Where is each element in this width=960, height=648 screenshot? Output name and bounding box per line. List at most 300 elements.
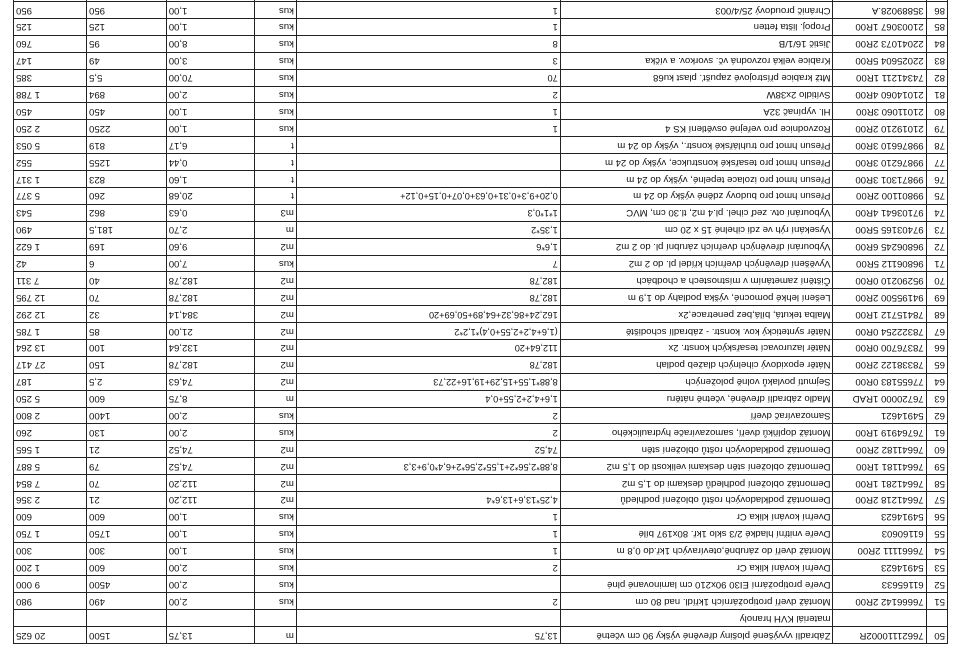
quantity: 1,00 (166, 120, 255, 137)
row-number: 80 (926, 103, 947, 120)
table-row (14, 35, 948, 52)
unit: m2 (255, 306, 297, 323)
row-number: 84 (926, 35, 947, 52)
quantity: 1,60 (166, 171, 255, 188)
unit-price: 600 (87, 390, 167, 407)
item-code: 76621110002R (833, 627, 926, 644)
item-description: Lešení lehké pomocné, výška podlahy do 1,9 m (560, 289, 833, 306)
row-number: 65 (926, 356, 947, 373)
item-description: Madlo zábradlí dřevěné, včetně nátěru (560, 390, 833, 407)
table-row (14, 306, 948, 323)
total-price: 1 750 (14, 525, 87, 542)
item-code: 35889028.A (833, 2, 926, 19)
quantity-calculation: 13,75 (296, 627, 560, 644)
item-code: 99876210 3R00 (833, 154, 926, 171)
unit: kus (255, 525, 297, 542)
unit-price (87, 0, 167, 2)
item-description: Přesun hmot pro truhlářské konstr., výšky do 24 m (560, 137, 833, 154)
row-number: 64 (926, 373, 947, 390)
unit (255, 0, 297, 2)
table-row (14, 103, 948, 120)
row-number: 75 (926, 187, 947, 204)
item-description: Samozavírač dveří (560, 407, 833, 424)
item-code: 61165633 (833, 576, 926, 593)
quantity: 182,78 (166, 356, 255, 373)
quantity: 112,20 (166, 491, 255, 508)
unit-price: 490 (87, 593, 167, 610)
total-price: 20 625 (14, 627, 87, 644)
table-row (14, 19, 948, 36)
quantity-calculation: 1*1*0,3 (296, 204, 560, 221)
quantity: 13,75 (166, 627, 255, 644)
total-price: 5 053 (14, 137, 87, 154)
item-description: Malba tekutá, bílá,bez penetrace,2x (560, 306, 833, 323)
item-description: Dveře protipožární EI30 90x210 cm laminované plné (560, 576, 833, 593)
unit: m (255, 221, 297, 238)
total-price: 552 (14, 154, 87, 171)
unit: kus (255, 19, 297, 36)
quantity-calculation (296, 0, 560, 2)
table-row (14, 255, 948, 272)
quantity-calculation (296, 475, 560, 492)
table-row (14, 593, 948, 610)
quantity-calculation: 70 (296, 69, 560, 86)
unit-price: 181,5 (87, 221, 167, 238)
unit: kus (255, 255, 297, 272)
unit: kus (255, 593, 297, 610)
item-description: Montáž dveří protipožárních 1křídl. nad 80 cm (560, 593, 833, 610)
table-row (14, 373, 948, 390)
table-row (14, 2, 948, 19)
item-description: Vysekání rýh ve zdi cihelné 15 x 20 cm (560, 221, 833, 238)
total-price: 187 (14, 373, 87, 390)
total-price: 7 854 (14, 475, 87, 492)
total-price: 147 (14, 52, 87, 69)
item-code: 22041073 2R00 (833, 35, 926, 52)
unit-price: 49 (87, 52, 167, 69)
quantity: 1,00 (166, 103, 255, 120)
row-number: 68 (926, 306, 947, 323)
item-code: 78415712 1R00 (833, 306, 926, 323)
item-description: Přesun hmot pro izolace tepelné, výšky do 24 m (560, 171, 833, 188)
table-row (14, 424, 948, 441)
item-description: Demontáž obložení stěn deskami velikosti do 1,5 m2 (560, 458, 833, 475)
table-row (14, 542, 948, 559)
row-number: 57 (926, 491, 947, 508)
quantity: 2,00 (166, 424, 255, 441)
total-price: 385 (14, 69, 87, 86)
row-number: 78 (926, 137, 947, 154)
row-number: 77 (926, 154, 947, 171)
quantity: 182,78 (166, 272, 255, 289)
item-code: 78322254 0R00 (833, 323, 926, 340)
quantity: 2,00 (166, 86, 255, 103)
item-description: Rozvodnice pro veřejné osvětlení KS 4 (560, 120, 833, 137)
quantity-calculation: 1,6+4,2+2,55+0,4 (296, 390, 560, 407)
item-code: 22025604 5R00 (833, 52, 926, 69)
unit: m2 (255, 458, 297, 475)
unit-price: 40 (87, 272, 167, 289)
row-number: 86 (926, 2, 947, 19)
item-description: Dveře vnitřní hladké 2/3 sklo 1kř. 80x197 bílé (560, 525, 833, 542)
total-price: 12 292 (14, 306, 87, 323)
total-price: 125 (14, 19, 87, 36)
total-price: 980 (14, 593, 87, 610)
quantity: 3,00 (166, 52, 255, 69)
quantity: 0,63 (166, 204, 255, 221)
item-code: 21003067 1R00 (833, 19, 926, 36)
total-price: 1 317 (14, 171, 87, 188)
unit: kus (255, 542, 297, 559)
item-code: 76661111 2R00 (833, 542, 926, 559)
table-row (14, 238, 948, 255)
quantity-calculation: 2 (296, 407, 560, 424)
total-price: 9 000 (14, 576, 87, 593)
quantity-calculation: 1 (296, 103, 560, 120)
table-row (14, 171, 948, 188)
row-number: 67 (926, 323, 947, 340)
table-row (14, 69, 948, 86)
table-row (14, 508, 948, 525)
item-code: 99871301 3R00 (833, 171, 926, 188)
unit: kus (255, 103, 297, 120)
item-description: Nátěr syntetický kov. konstr. - zábradlí schodiště (560, 323, 833, 340)
total-price: 450 (14, 103, 87, 120)
quantity: 132,64 (166, 339, 255, 356)
quantity: 74,52 (166, 458, 255, 475)
item-code: 54914621 (833, 407, 926, 424)
unit-price: 32 (87, 306, 167, 323)
quantity: 1,00 (166, 2, 255, 19)
unit-price: 1500 (87, 627, 167, 644)
quantity-calculation: 1,6*6 (296, 238, 560, 255)
table-row (14, 458, 948, 475)
row-number: 54 (926, 542, 947, 559)
quantity: 6,17 (166, 137, 255, 154)
item-description: Dveřní kování klika Cr (560, 508, 833, 525)
quantity-calculation: 182,78 (296, 289, 560, 306)
row-number: 81 (926, 86, 947, 103)
item-description: Přesun hmot pro tesařské konstrukce, výšky do 24 m (560, 154, 833, 171)
row-number: 82 (926, 69, 947, 86)
quantity: 1,00 (166, 542, 255, 559)
quantity (166, 610, 255, 627)
table-row (14, 559, 948, 576)
item-code: 76641181 1R00 (833, 458, 926, 475)
item-code: 21019210 2R00 (833, 120, 926, 137)
quantity: 1,00 (166, 19, 255, 36)
item-description: Vyvěšení dřevěných dveřních křídel pl. do 2 m2 (560, 255, 833, 272)
table-row (14, 86, 948, 103)
item-code: 74341211 1R00 (833, 69, 926, 86)
row-number: 72 (926, 238, 947, 255)
row-number: 51 (926, 593, 947, 610)
item-description: Krabice velká rozvodná vč. svorkov. a víčka (560, 52, 833, 69)
total-price: 1 200 (14, 559, 87, 576)
table-row (14, 407, 948, 424)
quantity-calculation (296, 576, 560, 593)
unit-price: 1255 (87, 154, 167, 171)
unit: t (255, 171, 297, 188)
quantity-calculation: 0,20+9,3+0,31+0,63+0,07+0,15+0,12+ (296, 187, 560, 204)
quantity-calculation: 3 (296, 52, 560, 69)
budget-table (13, 0, 948, 644)
table-row (14, 120, 948, 137)
unit-price: 5,5 (87, 69, 167, 86)
unit: m2 (255, 491, 297, 508)
row-number (926, 610, 947, 627)
quantity: 2,70 (166, 221, 255, 238)
total-price: 260 (14, 424, 87, 441)
item-code: 97403165 5R00 (833, 221, 926, 238)
table-row (14, 525, 948, 542)
unit-price: 600 (87, 559, 167, 576)
item-code: 54914623 (833, 508, 926, 525)
unit: kus (255, 120, 297, 137)
quantity-calculation: 1 (296, 2, 560, 19)
quantity-calculation: 162,24+86,32+64,89+50,69+20 (296, 306, 560, 323)
unit-price: 450 (87, 103, 167, 120)
unit-price: 950 (87, 2, 167, 19)
table-row (14, 154, 948, 171)
unit: kus (255, 2, 297, 19)
total-price: 5 250 (14, 390, 87, 407)
item-code: 61160603 (833, 525, 926, 542)
row-number: 69 (926, 289, 947, 306)
unit-price: 169 (87, 238, 167, 255)
item-code: 54914623 (833, 559, 926, 576)
unit-price: 125 (87, 19, 167, 36)
row-number: 56 (926, 508, 947, 525)
table-row (14, 0, 948, 2)
row-number: 62 (926, 407, 947, 424)
row-number: 83 (926, 52, 947, 69)
item-description: Demontáž podkladových roštů obložení stěn (560, 441, 833, 458)
quantity: 74,52 (166, 441, 255, 458)
unit: m (255, 627, 297, 644)
quantity-calculation: 7 (296, 255, 560, 272)
unit-price: 95 (87, 35, 167, 52)
unit-price: 1400 (87, 407, 167, 424)
quantity-calculation: 8,88*1,55+15,29+19,16+22,73 (296, 373, 560, 390)
unit-price: 79 (87, 458, 167, 475)
quantity: 8,75 (166, 390, 255, 407)
unit: t (255, 137, 297, 154)
unit: m2 (255, 339, 297, 356)
quantity-calculation: (1,6+4,2+2,55+0,4)*1,2*2 (296, 323, 560, 340)
row-number: 66 (926, 339, 947, 356)
unit-price: 21 (87, 491, 167, 508)
unit-price: 862 (87, 204, 167, 221)
unit-price: 6 (87, 255, 167, 272)
total-price: 2 800 (14, 407, 87, 424)
item-description: Sejmutí povlaků volně položených (560, 373, 833, 390)
quantity: 1,00 (166, 525, 255, 542)
quantity: 20,68 (166, 187, 255, 204)
item-code: 99801100 2R00 (833, 187, 926, 204)
quantity-calculation: 1,35*2 (296, 221, 560, 238)
quantity-calculation: 2 (296, 424, 560, 441)
quantity-calculation: 74,52 (296, 441, 560, 458)
table-row (14, 187, 948, 204)
item-description: Vybourání dřevěných dveřních zárubní pl. do 2 m2 (560, 238, 833, 255)
row-number: 59 (926, 458, 947, 475)
item-code: 78338122 2R00 (833, 356, 926, 373)
table-row (14, 52, 948, 69)
quantity: 7,00 (166, 255, 255, 272)
quantity: 2,00 (166, 559, 255, 576)
unit-price: 150 (87, 356, 167, 373)
item-code (833, 610, 926, 627)
total-price: 760 (14, 35, 87, 52)
item-code: 97103641 4R00 (833, 204, 926, 221)
unit-price: 600 (87, 508, 167, 525)
quantity: 112,20 (166, 475, 255, 492)
unit: kus (255, 52, 297, 69)
quantity: 2,00 (166, 576, 255, 593)
table-row (14, 576, 948, 593)
quantity: 0,44 (166, 154, 255, 171)
table-row (14, 137, 948, 154)
unit-price: 4500 (87, 576, 167, 593)
row-number: 50 (926, 627, 947, 644)
row-number: 74 (926, 204, 947, 221)
row-number: 58 (926, 475, 947, 492)
row-number: 73 (926, 221, 947, 238)
item-code: 96806245 6R00 (833, 238, 926, 255)
quantity: 21,00 (166, 323, 255, 340)
item-code: 21014060 4R00 (833, 86, 926, 103)
unit: m2 (255, 238, 297, 255)
unit-price: 819 (87, 137, 167, 154)
unit: m2 (255, 323, 297, 340)
table-row (14, 491, 948, 508)
total-price: 27 417 (14, 356, 87, 373)
item-description: Chránič proudový 25/4/003 (560, 2, 833, 19)
item-code: 21011060 3R00 (833, 103, 926, 120)
table-row (14, 289, 948, 306)
item-code: 95290210 0R00 (833, 272, 926, 289)
total-price: 5 887 (14, 458, 87, 475)
table-row (14, 627, 948, 644)
row-number: 71 (926, 255, 947, 272)
item-description: Montáž dveří do zárubně,otevíravých 1kř.do 0,8 m (560, 542, 833, 559)
item-description: Hl. vypínač 32A (560, 103, 833, 120)
total-price: 543 (14, 204, 87, 221)
total-price: 13 264 (14, 339, 87, 356)
quantity-calculation: 2 (296, 593, 560, 610)
total-price: 950 (14, 2, 87, 19)
unit-price: 260 (87, 187, 167, 204)
unit-price: 1750 (87, 525, 167, 542)
item-code: 76641281 1R00 (833, 475, 926, 492)
item-code: 78376700 0R00 (833, 339, 926, 356)
unit-price: 21 (87, 441, 167, 458)
total-price (14, 0, 87, 2)
unit: m2 (255, 373, 297, 390)
item-description: Vybourání otv. zeď cihel. pl.4 m2, tl.30 cm, MVC (560, 204, 833, 221)
unit: kus (255, 407, 297, 424)
table-row (14, 441, 948, 458)
unit: m (255, 390, 297, 407)
unit (255, 610, 297, 627)
unit-price: 300 (87, 542, 167, 559)
table-row (14, 475, 948, 492)
table-row (14, 610, 948, 627)
row-number: 76 (926, 171, 947, 188)
total-price: 2 356 (14, 491, 87, 508)
item-description (560, 0, 833, 2)
total-price: 12 795 (14, 289, 87, 306)
item-code: 99876610 3R00 (833, 137, 926, 154)
quantity: 9,60 (166, 238, 255, 255)
unit: t (255, 187, 297, 204)
row-number (926, 0, 947, 2)
table-row (14, 356, 948, 373)
item-description: Dveřní kování klika Cr (560, 559, 833, 576)
quantity-calculation: 1 (296, 19, 560, 36)
item-description: Propoj. lišta fetten (560, 19, 833, 36)
quantity: 8,00 (166, 35, 255, 52)
total-price (14, 610, 87, 627)
quantity: 1,00 (166, 508, 255, 525)
total-price: 7 311 (14, 272, 87, 289)
unit-price: 2,5 (87, 373, 167, 390)
item-description: Nátěr epoxidový cihelných dlažeb podlah (560, 356, 833, 373)
item-code: 76666142 2R00 (833, 593, 926, 610)
quantity: 70,00 (166, 69, 255, 86)
total-price: 1 788 (14, 86, 87, 103)
quantity-calculation (296, 610, 560, 627)
unit: kus (255, 35, 297, 52)
item-code: 76764919 1R00 (833, 424, 926, 441)
table-row (14, 390, 948, 407)
item-description: Nátěr lazurovací tesařských konstr. 2x (560, 339, 833, 356)
total-price: 1 565 (14, 441, 87, 458)
quantity-calculation: 8 (296, 35, 560, 52)
item-description: Čištění zametáním v místnostech a chodbách (560, 272, 833, 289)
unit-price: 100 (87, 339, 167, 356)
unit-price: 70 (87, 475, 167, 492)
row-number: 85 (926, 19, 947, 36)
quantity-calculation: 1 (296, 542, 560, 559)
row-number: 61 (926, 424, 947, 441)
unit-price: 130 (87, 424, 167, 441)
table-row (14, 204, 948, 221)
unit: m2 (255, 441, 297, 458)
unit: m2 (255, 272, 297, 289)
quantity: 384,14 (166, 306, 255, 323)
quantity: 182,78 (166, 289, 255, 306)
total-price: 1 622 (14, 238, 87, 255)
quantity-calculation: 2 (296, 559, 560, 576)
item-description: Přesun hmot pro budovy zděné výšky do 24 m (560, 187, 833, 204)
quantity-calculation: 4,25*13,6+13,6*4 (296, 491, 560, 508)
item-description: Mtž krabice přístrojové zapušť. plast ku68 (560, 69, 833, 86)
unit: kus (255, 86, 297, 103)
quantity (166, 0, 255, 2)
row-number: 55 (926, 525, 947, 542)
unit-price: 894 (87, 86, 167, 103)
item-code: 77655183 0R00 (833, 373, 926, 390)
unit-price: 2250 (87, 120, 167, 137)
total-price: 2 250 (14, 120, 87, 137)
row-number: 70 (926, 272, 947, 289)
unit: kus (255, 559, 297, 576)
quantity: 74,63 (166, 373, 255, 390)
quantity-calculation: 182,78 (296, 356, 560, 373)
row-number: 63 (926, 390, 947, 407)
